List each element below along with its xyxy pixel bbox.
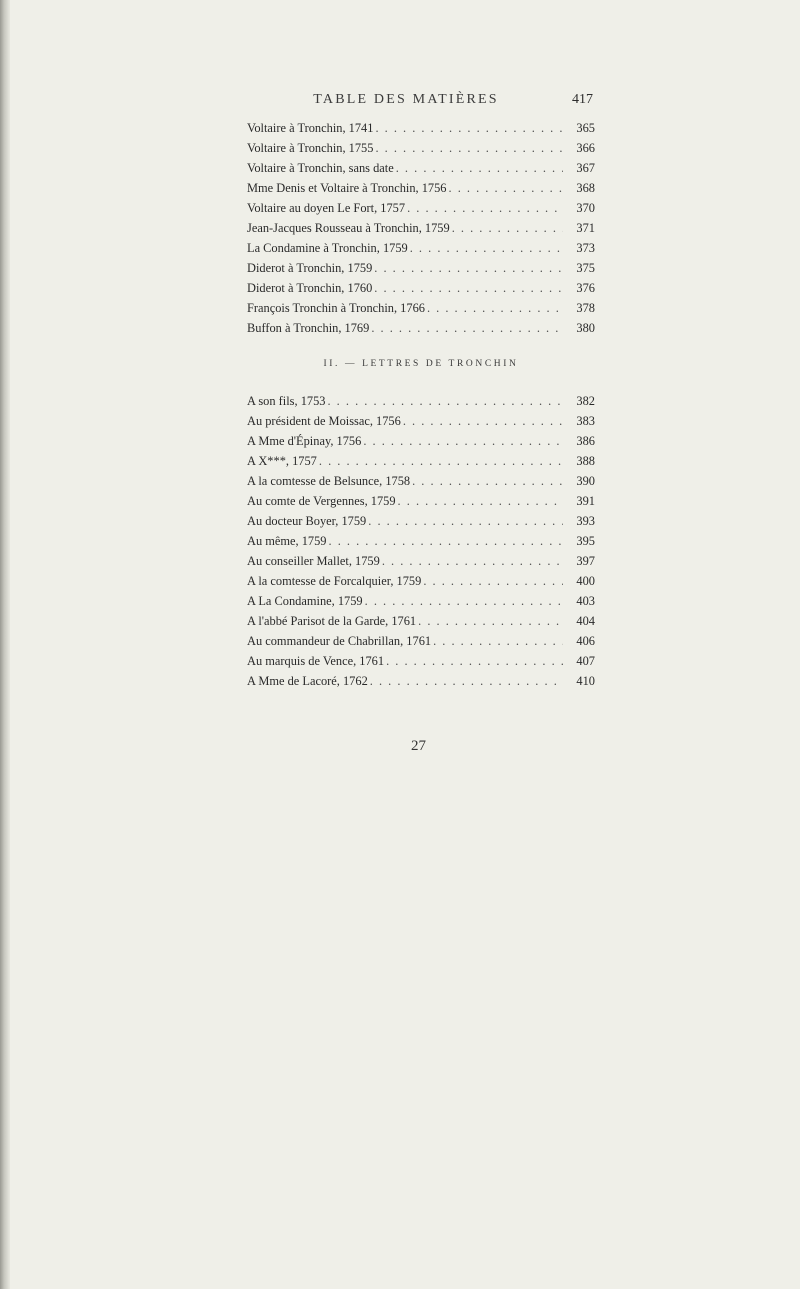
toc-entry-page: 365 <box>576 121 595 135</box>
toc-entry-page: 404 <box>576 614 595 628</box>
book-gutter-edge <box>0 0 10 1289</box>
dot-leader <box>371 318 563 338</box>
toc-entry <box>247 118 595 138</box>
toc-entry-title: Au président de Moissac, 1756 <box>247 414 401 428</box>
dot-leader <box>412 471 563 491</box>
toc-entry <box>247 258 595 278</box>
toc-entry-title: Diderot à Tronchin, 1759 <box>247 261 373 275</box>
toc-entry <box>247 278 595 298</box>
toc-entry-title: A X***, 1757 <box>247 454 317 468</box>
dot-leader <box>370 671 563 691</box>
toc-entry-page: 370 <box>576 201 595 215</box>
dot-leader <box>398 491 563 511</box>
toc-entry <box>247 178 595 198</box>
toc-entry <box>247 451 595 471</box>
toc-entry-page: 378 <box>576 301 595 315</box>
toc-entry <box>247 511 595 531</box>
toc-entry-page: 383 <box>576 414 595 428</box>
table-of-contents-page <box>247 92 595 691</box>
toc-entry-page: 407 <box>576 654 595 668</box>
toc-entry <box>247 218 595 238</box>
running-head <box>247 92 595 118</box>
toc-entry-title: Voltaire à Tronchin, 1755 <box>247 141 374 155</box>
toc-entry <box>247 611 595 631</box>
toc-entry <box>247 411 595 431</box>
toc-entry-title: A la comtesse de Belsunce, 1758 <box>247 474 411 488</box>
toc-entry <box>247 551 595 571</box>
dot-leader <box>365 591 563 611</box>
dot-leader <box>407 198 563 218</box>
toc-entry-title: Diderot à Tronchin, 1760 <box>247 281 373 295</box>
dot-leader <box>418 611 563 631</box>
toc-entry <box>247 491 595 511</box>
folio-page-number: 417 <box>572 92 593 107</box>
dot-leader <box>363 431 563 451</box>
toc-entry <box>247 138 595 158</box>
toc-entry-title: Au comte de Vergennes, 1759 <box>247 494 396 508</box>
toc-entry-title: A son fils, 1753 <box>247 394 326 408</box>
dot-leader <box>382 551 563 571</box>
toc-entry-page: 382 <box>576 394 595 408</box>
toc-entry-page: 403 <box>576 594 595 608</box>
toc-section-two <box>247 391 595 691</box>
toc-entry-title: Mme Denis et Voltaire à Tronchin, 1756 <box>247 181 447 195</box>
toc-entry-title: A La Condamine, 1759 <box>247 594 363 608</box>
toc-entry-page: 368 <box>576 181 595 195</box>
toc-entry-title: A l'abbé Parisot de la Garde, 1761 <box>247 614 417 628</box>
toc-entry-title: Au conseiller Mallet, 1759 <box>247 554 380 568</box>
toc-entry <box>247 591 595 611</box>
dot-leader <box>410 238 563 258</box>
dot-leader <box>375 118 563 138</box>
toc-entry-title: Voltaire à Tronchin, sans date <box>247 161 394 175</box>
running-title: TABLE DES MATIÈRES <box>313 92 499 107</box>
dot-leader <box>396 158 563 178</box>
dot-leader <box>374 258 563 278</box>
dot-leader <box>319 451 563 471</box>
toc-entry-title: A Mme d'Épinay, 1756 <box>247 434 362 448</box>
dot-leader <box>368 511 563 531</box>
toc-entry-page: 390 <box>576 474 595 488</box>
toc-entry <box>247 531 595 551</box>
toc-entry-page: 397 <box>576 554 595 568</box>
toc-entry <box>247 651 595 671</box>
toc-entry-page: 386 <box>576 434 595 448</box>
toc-entry-title: François Tronchin à Tronchin, 1766 <box>247 301 425 315</box>
toc-entry-title: Au marquis de Vence, 1761 <box>247 654 385 668</box>
toc-entry <box>247 671 595 691</box>
toc-entry-page: 400 <box>576 574 595 588</box>
dot-leader <box>433 631 563 651</box>
toc-entry-page: 366 <box>576 141 595 155</box>
toc-entry-page: 395 <box>576 534 595 548</box>
toc-entry-title: Voltaire au doyen Le Fort, 1757 <box>247 201 406 215</box>
toc-entry-page: 410 <box>576 674 595 688</box>
toc-entry <box>247 431 595 451</box>
toc-entry-title: Au même, 1759 <box>247 534 327 548</box>
toc-entry-page: 380 <box>576 321 595 335</box>
toc-entry-page: 375 <box>576 261 595 275</box>
toc-entry-page: 376 <box>576 281 595 295</box>
toc-entry-page: 367 <box>576 161 595 175</box>
toc-entry <box>247 238 595 258</box>
toc-entry-title: Buffon à Tronchin, 1769 <box>247 321 370 335</box>
toc-entry-page: 373 <box>576 241 595 255</box>
dot-leader <box>423 571 563 591</box>
toc-entry <box>247 631 595 651</box>
dot-leader <box>449 178 563 198</box>
toc-entry-page: 393 <box>576 514 595 528</box>
signature-mark: 27 <box>411 738 426 754</box>
toc-entry <box>247 571 595 591</box>
dot-leader <box>329 531 564 551</box>
toc-entry-page: 371 <box>576 221 595 235</box>
toc-entry <box>247 391 595 411</box>
toc-entry <box>247 158 595 178</box>
dot-leader <box>374 278 563 298</box>
dot-leader <box>327 391 563 411</box>
toc-entry-title: A la comtesse de Forcalquier, 1759 <box>247 574 422 588</box>
toc-entry <box>247 318 595 338</box>
dot-leader <box>386 651 563 671</box>
dot-leader <box>452 218 563 238</box>
dot-leader <box>375 138 563 158</box>
toc-entry <box>247 471 595 491</box>
dot-leader <box>403 411 563 431</box>
section-heading: II. — LETTRES DE TRONCHIN <box>323 359 519 369</box>
toc-entry-page: 406 <box>576 634 595 648</box>
toc-entry-title: Jean-Jacques Rousseau à Tronchin, 1759 <box>247 221 450 235</box>
toc-entry-title: Au commandeur de Chabrillan, 1761 <box>247 634 432 648</box>
toc-entry <box>247 298 595 318</box>
toc-section-one <box>247 118 595 338</box>
toc-entry-title: La Condamine à Tronchin, 1759 <box>247 241 408 255</box>
dot-leader <box>427 298 563 318</box>
toc-entry-title: Au docteur Boyer, 1759 <box>247 514 367 528</box>
toc-entry-title: Voltaire à Tronchin, 1741 <box>247 121 374 135</box>
toc-entry-page: 388 <box>576 454 595 468</box>
toc-entry <box>247 198 595 218</box>
toc-entry-title: A Mme de Lacoré, 1762 <box>247 674 368 688</box>
toc-entry-page: 391 <box>576 494 595 508</box>
